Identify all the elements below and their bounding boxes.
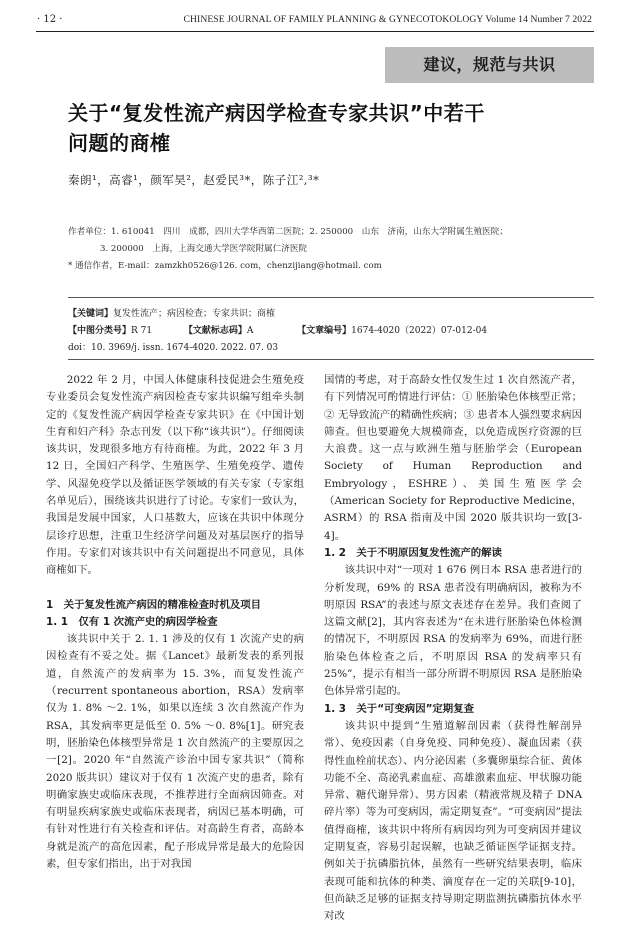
paragraph-1-3: 该共识中提到“生殖道解剖因素（获得性解剖异常）、免疫因素（自身免疫、同种免疫）、凝血因素（获得性血栓前状态）、内分泌因素（多囊卵巢综合征、黄体功能不全、高泌乳素血症、高雄激素血症、甲状腺功能异常、糖代谢异常）、男方因素（精液常规及精子 DNA 碎片率）等为可变病因，需定期复查”。“可变病因”提法值得商榷，该共识中将所有病因均列为可变病因并建议定期复查，容易引起误解，也缺乏循证医学证据支持。例如关于抗磷脂抗体，虽然有一些研究结果表明，临床表现可能和抗体的种类、滴度存在一定的关联[9-10]，但尚缺乏足够的证据支持导期定期监测抗磷脂抗体水平对改	[324, 719, 582, 923]
body-column-right	[324, 372, 582, 926]
doc-code-value: A	[246, 326, 254, 336]
title-line-1: 关于“复发性流产病因学检查专家共识”中若干	[68, 101, 485, 125]
keywords-top-rule	[68, 297, 594, 298]
keywords-value: 复发性流产；病因检查；专家共识；商榷	[113, 309, 276, 319]
paragraph-1-1: 该共识中关于 2. 1. 1 涉及的仅有 1 次流产史的病因检查有不妥之处。据《Lancet》最新发表的系列报道，自然流产的发病率为 15. 3%，而复发性流产（recurrent spontaneous abortion，RSA）发病率仅为 1. 8% ～2. 1%，如果以连续 3 次自然流产作为 RSA，其发病率更是低至 0. 5% ～0. 8%[1]。研究表明，胚胎染色体核型异常是 1 次自然流产的主要原因之一[2]。2020 年“自然流产诊治中国专家共识”（简称 2020 版共识）建议对于仅有 1 次流产史的患者，除有明确家族史或临床表现，不推荐进行全面病因筛查。对有明显疾病家族史或临床表现者，病因已基本明确，可有针对性进行有关检查和评估。对高龄生育者，高龄本身就是流产的高危因素，配子形成异常是最大的危险因素，但专家们指出，出于对我国	[46, 633, 304, 871]
keywords-bottom-rule	[68, 359, 594, 360]
keywords-label: 【关键词】	[68, 309, 114, 319]
header-rule	[36, 31, 594, 32]
subsection-heading-1-3: 1. 3 关于“可变病因”定期复查	[324, 702, 474, 715]
section-banner: 建议，规范与共识	[385, 47, 594, 83]
classification-line	[68, 323, 487, 340]
section-heading-1: 1 关于复发性流产病因的精准检查时机及项目	[46, 598, 262, 611]
body-column-left	[46, 372, 304, 873]
title-line-2: 问题的商榷	[68, 131, 171, 155]
affiliations	[68, 224, 508, 275]
clc-value: R 71	[131, 326, 153, 336]
article-no-label: 【文章编号】	[297, 326, 352, 336]
subsection-heading-1-1: 1. 1 仅有 1 次流产史的病因学检查	[46, 615, 218, 628]
doc-code-label: 【文献标志码】	[183, 326, 247, 336]
author-list: 秦朗¹，高睿¹，颜军昊²，赵爱民³*，陈子江²,³*	[68, 173, 320, 187]
page-number: · 12 ·	[37, 14, 63, 25]
clc-label: 【中图分类号】	[68, 326, 132, 336]
continued-paragraph: 国情的考虑，对于高龄女性仅发生过 1 次自然流产者，有下列情况可酌情进行评估：① 胚胎染色体核型正常；② 无导致流产的精确性疾病；③ 患者本人强烈要求病因筛查。但也要避免大规模筛查，以免造成医疗资源的巨大浪费。这一点与欧洲生殖与胚胎学会（European Society of Human Reproduction and Embryology，ESHRE）、美国生殖医学会（American Society for Reproductive Medicine，ASRM）的 RSA 指南及中国 2020 版共识均一致[3-4]。	[324, 374, 582, 542]
article-title	[68, 98, 608, 158]
doi: doi：10. 3969/j. issn. 1674-4020. 2022. 07. 03	[68, 343, 279, 353]
subsection-heading-1-2: 1. 2 关于不明原因复发性流产的解读	[324, 546, 502, 559]
corresponding-email: * 通信作者，E-mail：zamzkh0526@126. com，chenzijiang@hotmail. com	[68, 261, 382, 271]
intro-paragraph: 2022 年 2 月，中国人体健康科技促进会生殖免疫专业委员会复发性流产病因检查专家共识编写组牵头制定的《复发性流产病因学检查专家共识》在《中国计划生育和妇产科》杂志刊发（以下称“该共识”）。仔细阅读该共识，发现很多地方有待商榷。为此，2022 年 3 月 12 日，全国妇产科学、生殖医学、生殖免疫学、遗传学、风湿免疫学以及循证医学领域的有关专家（专家组名单见后），围绕该共识进行了讨论。专家们一致认为，我国是发展中国家，人口基数大，应该在共识中体现分层诊疗思想，注重卫生经济学问题及对基层医疗的指导作用。专家们对该共识中有关问题提出不同意见，具体商榷如下。	[46, 374, 304, 577]
keywords-line	[68, 306, 487, 323]
journal-running-header: CHINESE JOURNAL OF FAMILY PLANNING & GYNECOTOKOLOGY Volume 14 Number 7 2022	[183, 14, 592, 25]
article-no-value: 1674-4020（2022）07-012-04	[351, 326, 488, 336]
affiliation-line: 3. 200000 上海，上海交通大学医学院附属仁济医院	[100, 244, 308, 254]
affiliation-line: 作者单位：1. 610041 四川 成都，四川大学华西第二医院；2. 250000 山东 济南，山东大学附属生殖医院；	[68, 227, 508, 237]
paragraph-1-2: 该共识中对“一项对 1 676 例日本 RSA 患者进行的分析发现，69% 的 RSA 患者没有明确病因，被称为不明原因 RSA”的表述与原文表述存在差异。我们查阅了这篇文献[2]，其内容表述为“在未进行胚胎染色体检测的情况下，不明原因 RSA 的发病率为 69%，而进行胚胎染色体检查之后，不明原因 RSA 的发病率只有 25%”，提示有相当一部分所谓不明原因 RSA 是胚胎染色体异常引起的。	[324, 564, 582, 698]
keyword-block	[68, 306, 487, 357]
